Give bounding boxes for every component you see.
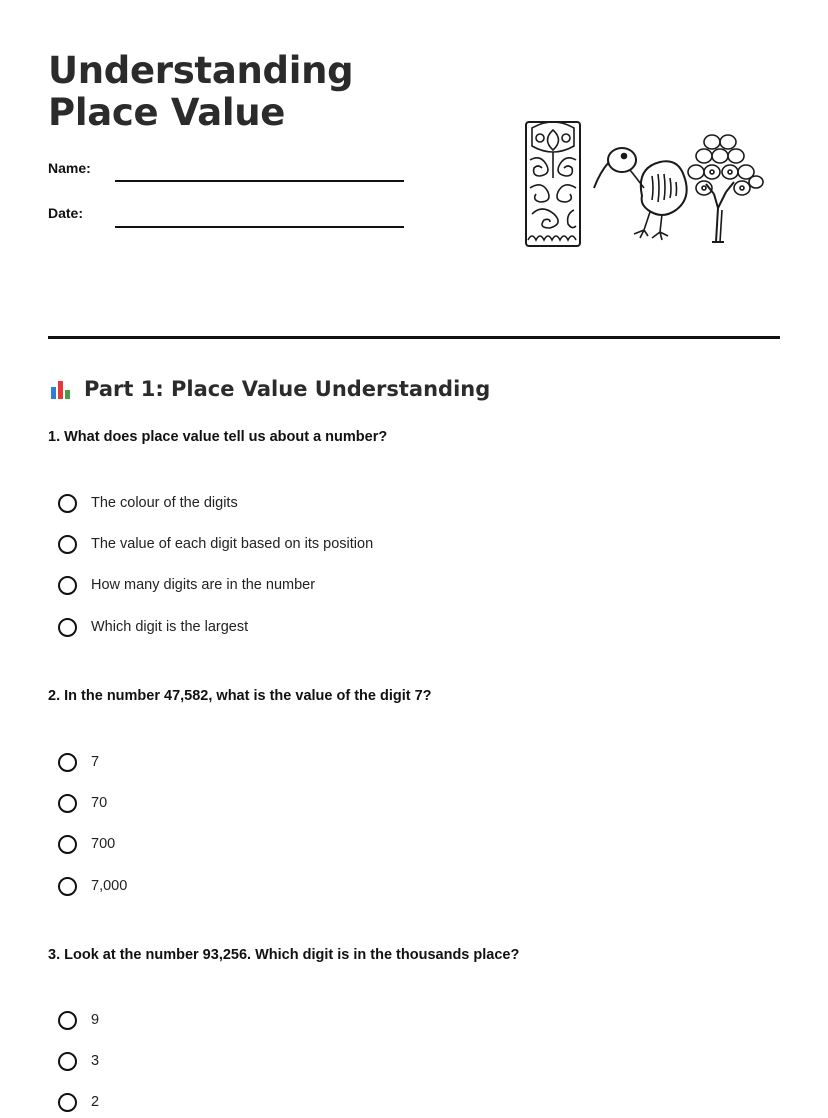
option-label: 3 bbox=[91, 1053, 100, 1069]
question-2-option-1[interactable] bbox=[58, 749, 99, 775]
radio-button[interactable] bbox=[58, 753, 77, 772]
question-text: 1. What does place value tell us about a number? bbox=[48, 429, 388, 445]
question-text: 3. Look at the number 93,256. Which digit is in the thousands place? bbox=[48, 947, 520, 963]
question-2 bbox=[48, 687, 788, 894]
option-label: 2 bbox=[91, 1094, 100, 1110]
option-label: The colour of the digits bbox=[91, 495, 238, 511]
radio-button[interactable] bbox=[58, 794, 77, 813]
page-title: Understanding Place Value bbox=[48, 49, 354, 134]
question-3-option-2[interactable] bbox=[58, 1048, 99, 1074]
radio-button[interactable] bbox=[58, 576, 77, 595]
bar-chart-icon bbox=[48, 377, 72, 401]
question-1-option-1[interactable] bbox=[58, 490, 238, 516]
carved-pou-icon bbox=[526, 122, 580, 246]
question-1-option-2[interactable] bbox=[58, 531, 373, 557]
question-text: 2. In the number 47,582, what is the value of the digit 7? bbox=[48, 688, 432, 704]
option-label: 7 bbox=[91, 754, 100, 770]
decorative-artwork bbox=[520, 118, 766, 250]
radio-button[interactable] bbox=[58, 877, 77, 896]
radio-button[interactable] bbox=[58, 535, 77, 554]
option-label: The value of each digit based on its position bbox=[91, 536, 374, 552]
date-field[interactable] bbox=[115, 226, 404, 228]
question-1-option-4[interactable] bbox=[58, 614, 248, 640]
option-label: 9 bbox=[91, 1012, 100, 1028]
question-2-option-3[interactable] bbox=[58, 831, 115, 857]
tree-icon bbox=[688, 135, 763, 242]
radio-button[interactable] bbox=[58, 835, 77, 854]
question-2-option-2[interactable] bbox=[58, 790, 107, 816]
section-divider bbox=[48, 336, 780, 339]
name-label: Name: bbox=[48, 160, 91, 176]
question-1-option-3[interactable] bbox=[58, 572, 315, 598]
name-field-row bbox=[48, 160, 408, 190]
question-3-option-3[interactable] bbox=[58, 1089, 99, 1115]
radio-button[interactable] bbox=[58, 618, 77, 637]
option-label: Which digit is the largest bbox=[91, 619, 249, 635]
radio-button[interactable] bbox=[58, 1052, 77, 1071]
kiwi-bird-icon bbox=[594, 148, 687, 240]
question-3 bbox=[48, 946, 788, 1110]
radio-button[interactable] bbox=[58, 1011, 77, 1030]
option-label: 700 bbox=[91, 836, 116, 852]
name-field[interactable] bbox=[115, 180, 404, 182]
option-label: 70 bbox=[91, 795, 108, 811]
date-label: Date: bbox=[48, 205, 84, 221]
radio-button[interactable] bbox=[58, 1093, 77, 1112]
option-label: How many digits are in the number bbox=[91, 577, 316, 593]
option-label: 7,000 bbox=[91, 878, 128, 894]
date-field-row bbox=[48, 205, 408, 235]
radio-button[interactable] bbox=[58, 494, 77, 513]
section-heading bbox=[48, 374, 490, 404]
question-1 bbox=[48, 428, 788, 635]
question-2-option-4[interactable] bbox=[58, 873, 127, 899]
section-title: Part 1: Place Value Understanding bbox=[84, 377, 491, 401]
question-3-option-1[interactable] bbox=[58, 1007, 99, 1033]
